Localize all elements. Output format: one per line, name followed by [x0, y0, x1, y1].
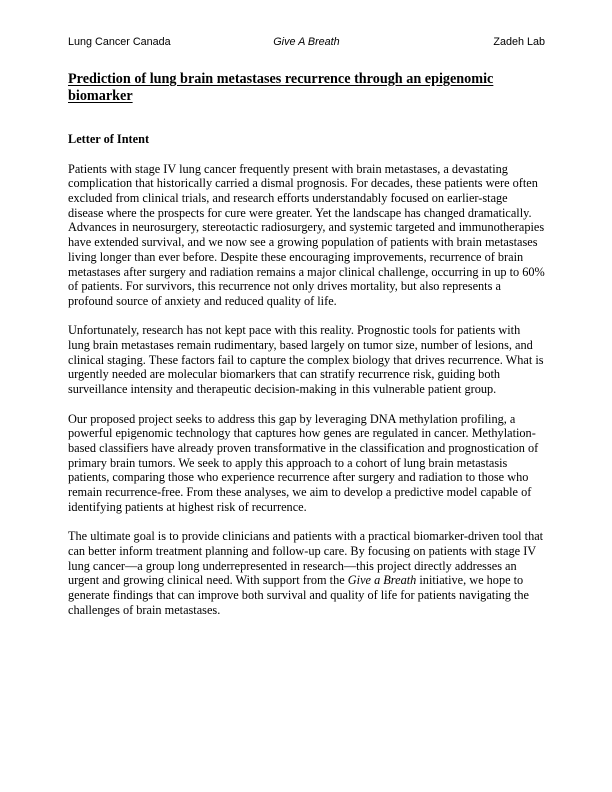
paragraph-goal — [68, 529, 545, 617]
header-center-text: Give A Breath — [273, 36, 340, 48]
section-heading-letter-of-intent: Letter of Intent — [68, 132, 150, 147]
paragraph-goal-text-end: initiative, we hope to generate findings that can improve both survival and quality of life for patients navigating the challenges of brain metastases. — [68, 573, 530, 617]
paragraph-proposal: Our proposed project seeks to address this gap by leveraging DNA methylation profiling, a powerful epigenomic technology that captures how genes are regulated in cancer. Methylation-based classifiers have already proven transformative in the classification and prognostication of primary brain tumors. We seek to apply this approach to a cohort of lung brain metastasis patients, comparing those who experience recurrence after surgery and radiation to those who remain recurrence-free. From these analyses, we aim to develop a predictive model capable of identifying patients at highest risk of recurrence. — [68, 411, 539, 514]
give-a-breath-initiative-italic: Give a Breath — [347, 573, 417, 588]
paragraph-background: Patients with stage IV lung cancer frequently present with brain metastases, a devastating complication that historically carried a dismal prognosis. For decades, these patients were often excluded from clinical trials, and research efforts understandably focused on earlier-stage disease where the prospects for cure were greater. Yet the landscape has changed dramatically. Advances in neurosurgery, stereotactic radiosurgery, and systemic targeted and immunotherapies have extended survival, and we now see a growing population of patients with brain metastases living longer than ever before. Despite these encouraging improvements, recurrence of brain metastases after surgery and radiation remains a major clinical challenge, occurring in up to 60% of patients. For survivors, this recurrence not only drives mortality, but also represents a profound source of anxiety and reduced quality of life. — [68, 161, 545, 308]
page-header — [68, 36, 545, 48]
document-title: Prediction of lung brain metastases recurrence through an epigenomic biomarker — [68, 71, 494, 104]
header-right-text: Zadeh Lab — [493, 36, 545, 48]
paragraph-goal-text-start: The ultimate goal is to provide clinicians and patients with a practical biomarker-driven tool that can better inform treatment planning and follow-up care. By focusing on patients with stage IV lung cancer—a group long underrepresented in research—this project directly addresses an urgent and growing clinical need. With support from the — [68, 529, 544, 588]
header-left-text: Lung Cancer Canada — [68, 36, 171, 48]
paragraph-problem: Unfortunately, research has not kept pace with this reality. Prognostic tools for patients with lung brain metastases remain rudimentary, based largely on tumor size, number of lesions, and clinical staging. These factors fail to capture the complex biology that drives recurrence. What is urgently needed are molecular biomarkers that can stratify recurrence risk, guiding both surveillance intensity and therapeutic decision-making in this vulnerable patient group. — [68, 323, 544, 397]
